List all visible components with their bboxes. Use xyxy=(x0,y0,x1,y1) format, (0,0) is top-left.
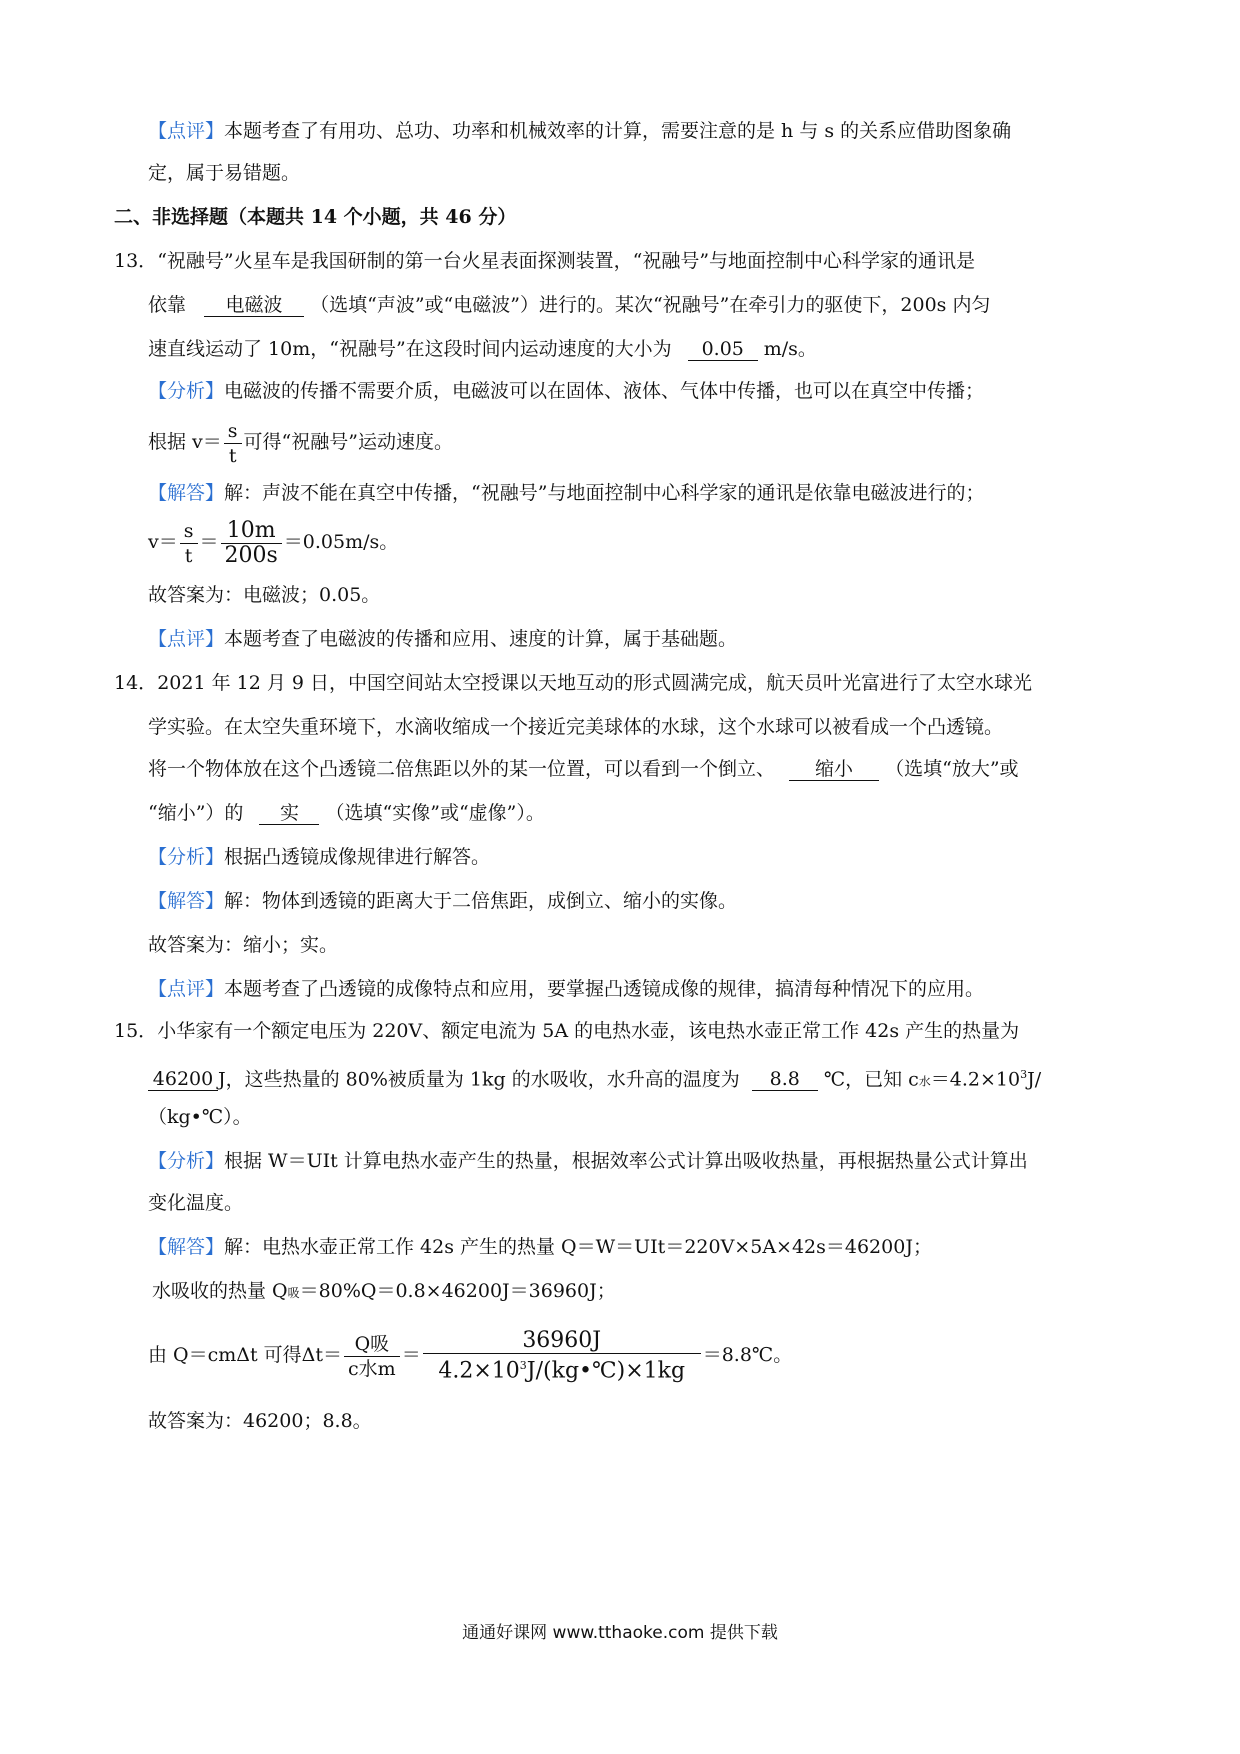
answer-blank: 0.05 xyxy=(688,338,758,361)
question-text: J/ xyxy=(1027,1068,1042,1091)
superscript: 3 xyxy=(1020,1068,1028,1081)
question-text: ＝4.2×10 xyxy=(930,1068,1021,1091)
question-text: ℃，已知 c xyxy=(823,1068,919,1091)
fraction-numerator: Q吸 xyxy=(344,1332,400,1357)
solution-text: ＝80%Q＝0.8×46200J＝36960J； xyxy=(299,1280,616,1302)
fraction-numerator: s xyxy=(180,519,198,544)
answer-line: 故答案为：46200；8.8。 xyxy=(148,1410,372,1432)
analysis-text: 电磁波的传播不需要介质，电磁波可以在固体、液体、气体中传播，也可以在真空中传播； xyxy=(224,380,985,402)
question-text: J，这些热量的 80%被质量为 1kg 的水吸收，水升高的温度为 xyxy=(218,1068,740,1091)
subscript: 水 xyxy=(918,1074,931,1089)
review-text: 定，属于易错题。 xyxy=(148,162,301,184)
question-text: “祝融号”火星车是我国研制的第一台火星表面探测装置，“祝融号”与地面控制中心科学家的通讯是 xyxy=(157,250,976,272)
review-paragraph xyxy=(148,626,737,652)
question-text: m/s。 xyxy=(763,338,817,360)
solution-text: 解：物体到透镜的距离大于二倍焦距，成倒立、缩小的实像。 xyxy=(224,890,738,912)
denominator-text: J/(kg•℃)×1kg xyxy=(526,1358,686,1384)
fraction-denominator: t xyxy=(184,544,193,567)
question-13-line xyxy=(148,292,990,318)
solution-text: ＝8.8℃。 xyxy=(702,1344,793,1366)
question-number: 13． xyxy=(114,250,158,272)
question-text: 速直线运动了 10m，“祝融号”在这段时间内运动速度的大小为 xyxy=(148,338,672,360)
solution-tag: 【解答】 xyxy=(148,482,225,504)
question-14-line xyxy=(148,800,545,826)
review-paragraph-cont xyxy=(148,160,300,186)
review-tag: 【点评】 xyxy=(148,628,225,650)
solution-tag: 【解答】 xyxy=(148,1236,225,1258)
solution-tag: 【解答】 xyxy=(148,890,225,912)
answer-blank: 实 xyxy=(259,802,319,825)
superscript: 3 xyxy=(519,1358,527,1372)
analysis-text: 可得“祝融号”运动速度。 xyxy=(243,431,453,453)
fraction-denominator: t xyxy=(228,444,237,467)
review-paragraph xyxy=(148,976,984,1002)
formula-fraction xyxy=(344,1332,400,1381)
formula-fraction xyxy=(224,419,242,468)
review-text: 本题考查了凸透镜的成像特点和应用，要掌握凸透镜成像的规律，搞清每种情况下的应用。 xyxy=(224,978,985,1000)
solution-paragraph xyxy=(148,480,984,506)
question-13-line xyxy=(148,336,817,362)
analysis-paragraph xyxy=(148,378,984,404)
solution-formula-line xyxy=(148,1318,792,1392)
question-number: 14． xyxy=(114,672,158,694)
answer-blank: 缩小 xyxy=(789,758,879,781)
analysis-text: 根据 W＝UIt 计算电热水壶产生的热量，根据效率公式计算出吸收热量，再根据热量公式计算出 xyxy=(224,1150,1028,1172)
question-text: 将一个物体放在这个凸透镜二倍焦距以外的某一位置，可以看到一个倒立、 xyxy=(148,758,776,780)
solution-formula-line xyxy=(148,516,398,568)
question-15-line xyxy=(148,1062,1041,1094)
fraction-denominator: c水m xyxy=(348,1357,396,1380)
solution-text: 由 Q＝cmΔt 可得Δt＝ xyxy=(148,1344,343,1366)
review-text: 本题考查了电磁波的传播和应用、速度的计算，属于基础题。 xyxy=(224,628,738,650)
analysis-text: 根据 v＝ xyxy=(148,431,222,453)
analysis-formula-line xyxy=(148,418,453,468)
solution-text: ＝0.05m/s。 xyxy=(283,531,399,553)
question-text: （选填“实像”或“虚像”）。 xyxy=(325,802,545,824)
review-paragraph xyxy=(148,118,1011,144)
answer-line: 故答案为：缩小；实。 xyxy=(148,934,339,956)
fraction-denominator: 200s xyxy=(224,542,278,568)
answer-blank: 46200 xyxy=(148,1068,218,1091)
analysis-paragraph xyxy=(148,1148,1028,1174)
question-14-line: 学实验。在太空失重环境下，水滴收缩成一个接近完美球体的水球，这个水球可以被看成一个凸透镜。 xyxy=(148,716,1004,738)
question-number: 15． xyxy=(114,1020,158,1042)
analysis-paragraph-cont: 变化温度。 xyxy=(148,1192,244,1214)
solution-text: 解：声波不能在真空中传播，“祝融号”与地面控制中心科学家的通讯是依靠电磁波进行的； xyxy=(224,482,985,504)
review-text: 本题考查了有用功、总功、功率和机械效率的计算，需要注意的是 h 与 s 的关系应借助图象确 xyxy=(224,120,1012,142)
question-15-line: （kg•℃）。 xyxy=(148,1106,252,1128)
review-tag: 【点评】 xyxy=(148,120,225,142)
page-footer: 通通好课网 www.tthaoke.com 提供下载 xyxy=(462,1623,778,1643)
question-15-line xyxy=(114,1018,1019,1044)
analysis-text: 根据凸透镜成像规律进行解答。 xyxy=(224,846,491,868)
question-text: （选填“放大”或 xyxy=(885,758,1019,780)
fraction-numerator: s xyxy=(224,419,242,444)
denominator-text: 4.2×10 xyxy=(438,1358,520,1384)
subscript: 吸 xyxy=(287,1286,300,1300)
solution-paragraph xyxy=(148,888,737,914)
question-14-line xyxy=(148,756,1019,782)
question-text: 依靠 xyxy=(148,294,187,316)
fraction-numerator: 36960J xyxy=(423,1329,701,1354)
answer-blank: 8.8 xyxy=(752,1068,818,1091)
question-text: “缩小”）的 xyxy=(148,802,244,824)
formula-fraction xyxy=(180,519,198,568)
review-tag: 【点评】 xyxy=(148,978,225,1000)
analysis-paragraph xyxy=(148,844,490,870)
question-14-line xyxy=(114,670,1032,696)
answer-line: 故答案为：电磁波；0.05。 xyxy=(148,584,381,606)
solution-text: ＝ xyxy=(401,1344,421,1366)
analysis-tag: 【分析】 xyxy=(148,1150,225,1172)
question-13-line xyxy=(114,248,975,274)
fraction-denominator xyxy=(423,1354,701,1383)
solution-paragraph xyxy=(148,1234,932,1260)
solution-line xyxy=(152,1278,616,1306)
formula-fraction xyxy=(221,519,282,568)
solution-text: 解：电热水壶正常工作 42s 产生的热量 Q＝W＝UIt＝220V×5A×42s＝46200J； xyxy=(224,1236,932,1258)
question-text: 2021 年 12 月 9 日，中国空间站太空授课以天地互动的形式圆满完成，航天员叶光富进行了太空水球光 xyxy=(157,672,1033,694)
fraction-numerator: 10m xyxy=(221,519,282,544)
question-text: （选填“声波”或“电磁波”）进行的。某次“祝融号”在牵引力的驱使下，200s 内匀 xyxy=(310,294,991,316)
section-title: 二、非选择题（本题共 14 个小题，共 46 分） xyxy=(114,206,517,228)
solution-text: ＝ xyxy=(199,531,219,553)
question-text: 小华家有一个额定电压为 220V、额定电流为 5A 的电热水壶，该电热水壶正常工作 42s 产生的热量为 xyxy=(157,1020,1020,1042)
solution-text: 水吸收的热量 Q xyxy=(152,1280,288,1302)
formula-fraction xyxy=(423,1329,701,1383)
answer-blank: 电磁波 xyxy=(204,294,304,317)
analysis-tag: 【分析】 xyxy=(148,380,225,402)
solution-text: v＝ xyxy=(148,531,178,553)
analysis-tag: 【分析】 xyxy=(148,846,225,868)
